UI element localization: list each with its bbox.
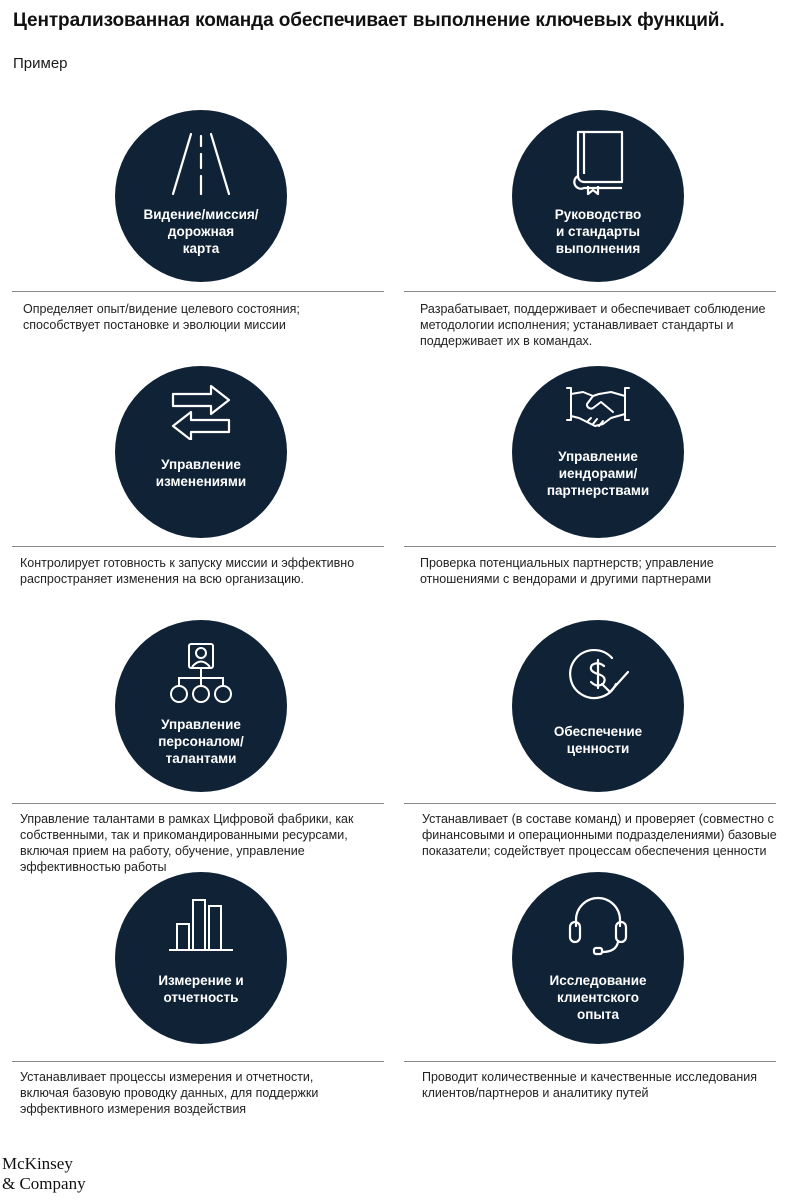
- function-circle-measurement: [115, 872, 287, 1044]
- function-label-vendors: Управление иендорами/ партнерствами: [546, 449, 650, 498]
- function-description-talent: Управление талантами в рамках Цифровой фабрики, как собственными, так и прикомандированными ресурсами, включая прием на работу, обучение, управление эффективностью работы: [20, 812, 354, 874]
- company-logo: McKinsey & Company: [2, 1154, 86, 1193]
- function-circle-value: [512, 620, 684, 792]
- page-subtitle: Пример: [13, 55, 68, 72]
- function-description-vision: Определяет опыт/видение целевого состояния; способствует постановке и эволюции миссии: [23, 302, 300, 332]
- function-circle-vision: [115, 110, 287, 282]
- divider-line: [404, 1061, 776, 1062]
- road-icon: [171, 132, 231, 196]
- headset-icon: [566, 892, 630, 956]
- function-circle-change: [115, 366, 287, 538]
- function-label-vision: Видение/миссия/ дорожная карта: [143, 207, 259, 256]
- org-chart-icon: [168, 642, 234, 704]
- function-label-guidance: Руководство и стандарты выполнения: [554, 207, 642, 256]
- divider-line: [404, 546, 776, 547]
- function-label-talent: Управление персоналом/ талантами: [158, 717, 244, 766]
- function-label-cx-research: Исследование клиентского опыта: [549, 973, 647, 1022]
- function-description-value: Устанавливает (в составе команд) и проверяет (совместно с финансовыми и операционными подразделениями) базовые показатели; содействует процессам обеспечения ценности: [422, 812, 777, 858]
- dollar-check-icon: [566, 646, 630, 702]
- arrows-exchange-icon: [171, 384, 231, 440]
- divider-line: [12, 803, 384, 804]
- divider-line: [404, 291, 776, 292]
- function-description-guidance: Разрабатывает, поддерживает и обеспечивает соблюдение методологии исполнения; устанавливает стандарты и поддерживает их в командах.: [420, 302, 766, 348]
- divider-line: [12, 1061, 384, 1062]
- function-label-change: Управление изменениями: [155, 457, 247, 489]
- divider-line: [404, 803, 776, 804]
- page-title: Централизованная команда обеспечивает выполнение ключевых функций.: [13, 10, 725, 31]
- handshake-icon: [565, 384, 631, 434]
- function-circle-guidance: [512, 110, 684, 282]
- function-label-value: Обеспечение ценности: [553, 724, 643, 756]
- function-description-measurement: Устанавливает процессы измерения и отчетности, включая базовую проводку данных, для поддержки эффективного измерения воздействия: [20, 1070, 319, 1116]
- function-circle-vendors: [512, 366, 684, 538]
- function-description-vendors: Проверка потенциальных партнерств; управление отношениями с вендорами и другими партнерами: [420, 556, 714, 586]
- bar-chart-icon: [167, 896, 235, 952]
- divider-line: [12, 291, 384, 292]
- divider-line: [12, 546, 384, 547]
- function-description-cx-research: Проводит количественные и качественные исследования клиентов/партнеров и аналитику путей: [422, 1070, 757, 1100]
- function-label-measurement: Измерение и отчетность: [158, 973, 244, 1005]
- function-circle-talent: [115, 620, 287, 792]
- book-icon: [570, 130, 626, 196]
- function-circle-cx-research: [512, 872, 684, 1044]
- function-description-change: Контролирует готовность к запуску миссии и эффективно распространяет изменения на всю организацию.: [20, 556, 355, 586]
